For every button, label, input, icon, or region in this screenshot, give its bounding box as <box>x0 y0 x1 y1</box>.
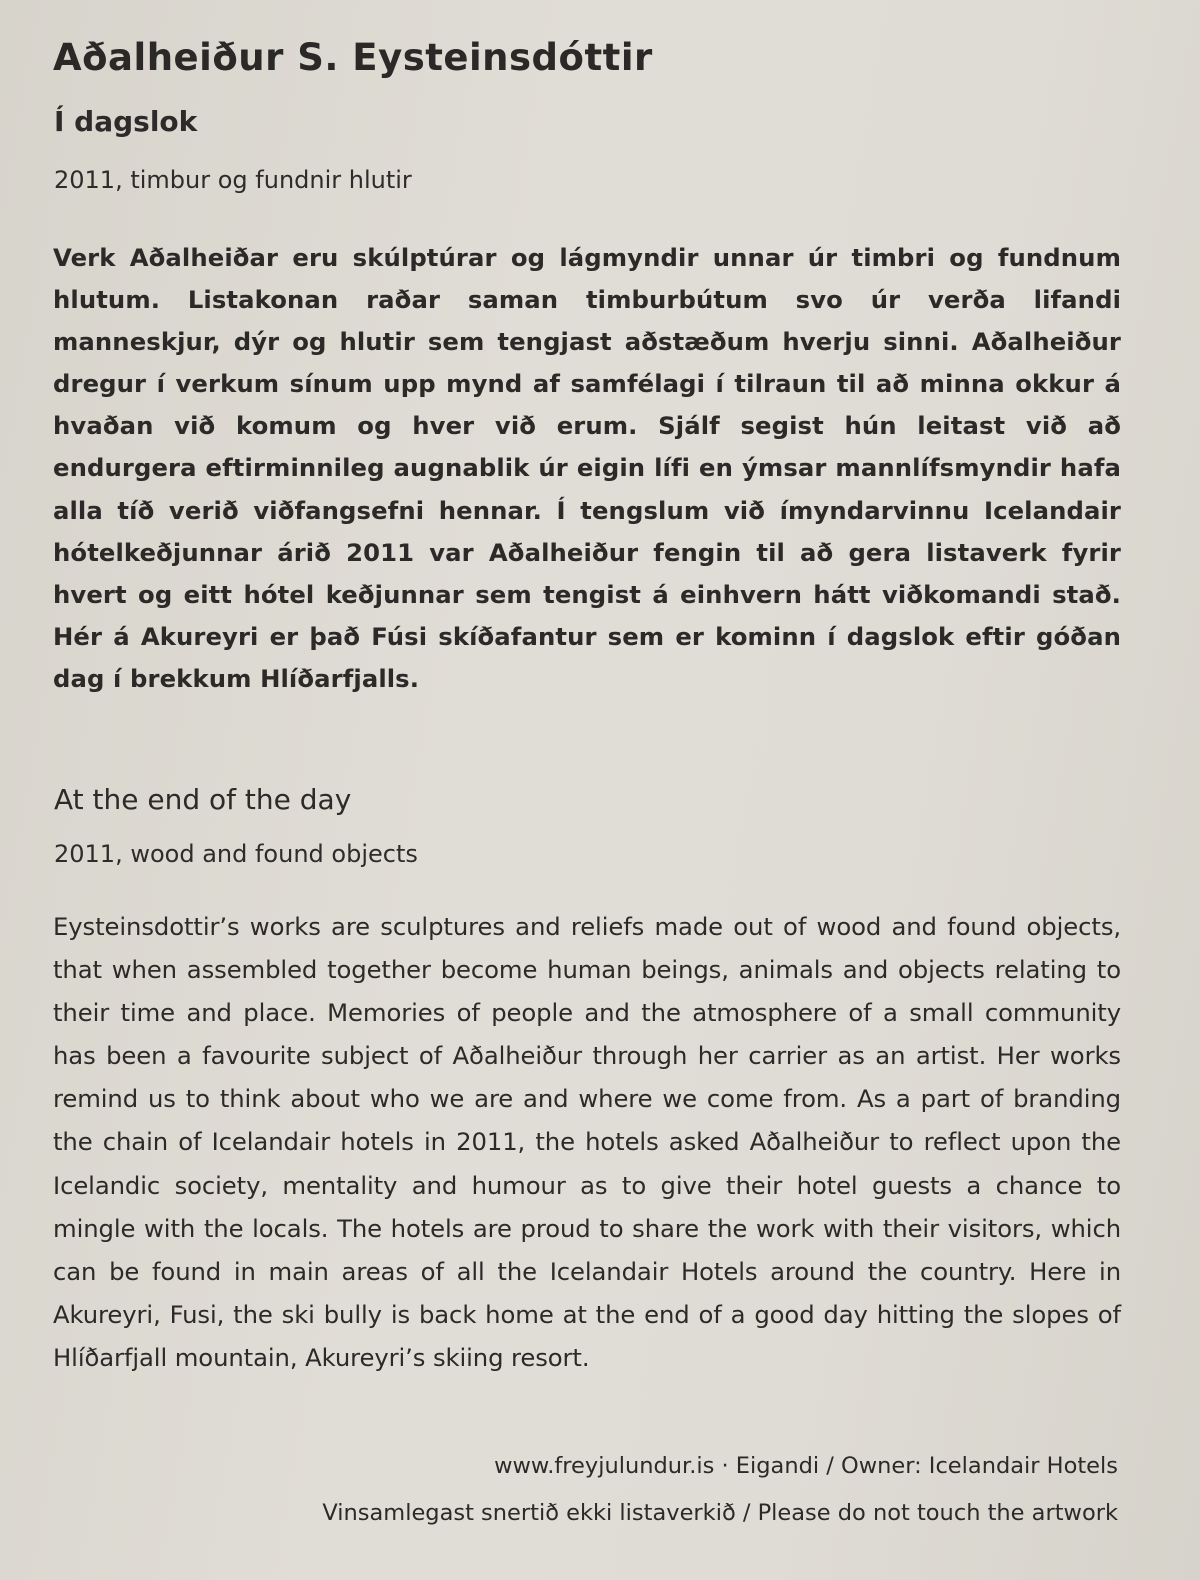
artwork-title-icelandic: Í dagslok <box>54 105 198 138</box>
artist-name: Aðalheiður S. Eysteinsdóttir <box>53 36 653 79</box>
website-owner-line: www.freyjulundur.is · Eigandi / Owner: Icelandair Hotels <box>494 1453 1118 1479</box>
artwork-title-english: At the end of the day <box>54 783 352 816</box>
do-not-touch-notice: Vinsamlegast snertið ekki listaverkið / Please do not touch the artwork <box>322 1500 1118 1526</box>
artwork-meta-english: 2011, wood and found objects <box>54 840 418 868</box>
artwork-meta-icelandic: 2011, timbur og fundnir hlutir <box>54 166 412 194</box>
description-icelandic: Verk Aðalheiðar eru skúlptúrar og lágmyndir unnar úr timbri og fundnum hlutum. Listakonan raðar saman timburbútum svo úr verða lifandi manneskjur, dýr og hlutir sem tengjast aðstæðum hverju sinni. Aðalheiður dregur í verkum sínum upp mynd af samfélagi í tilraun til að minna okkur á hvaðan við komum og hver við erum. Sjálf segist hún leitast við að endurgera eftirminnileg augnablik úr eigin lífi en ýmsar mannlífsmyndir hafa alla tíð verið viðfangsefni hennar. Í tengslum við ímyndarvinnu Icelandair hótelkeðjunnar árið 2011 var Aðalheiður fengin til að gera listaverk fyrir hvert og eitt hótel keðjunnar sem tengist á einhvern hátt viðkomandi stað. Hér á Akureyri er það Fúsi skíðafantur sem er kominn í dagslok eftir góðan dag í brekkum Hlíðarfjalls. <box>53 243 1121 693</box>
description-english: Eysteinsdottir’s works are sculptures and reliefs made out of wood and found objects, that when assembled together become human beings, animals and objects relating to their time and place. Memories of people and the atmosphere of a small community has been a favourite subject of Aðalheiður through her carrier as an artist. Her works remind us to think about who we are and where we come from. As a part of branding the chain of Icelandair hotels in 2011, the hotels asked Aðalheiður to reflect upon the Icelandic society, mentality and humour as to give their hotel guests a chance to mingle with the locals. The hotels are proud to share the work with their visitors, which can be found in main areas of all the Icelandair Hotels around the country. Here in Akureyri, Fusi, the ski bully is back home at the end of a good day hitting the slopes of Hlíðarfjall mountain, Akureyri’s skiing resort. <box>53 912 1121 1372</box>
